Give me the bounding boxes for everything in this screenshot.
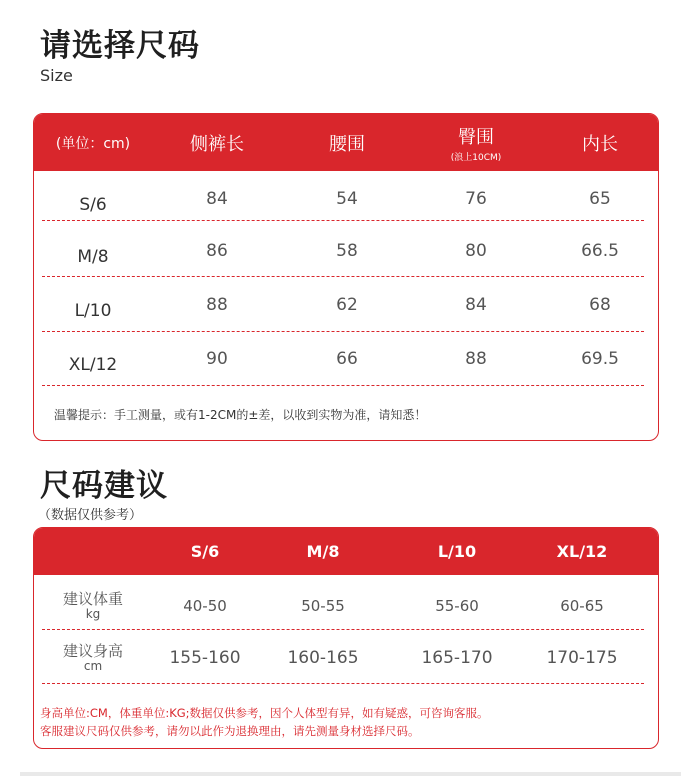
size-chart-subtitle: Size bbox=[40, 66, 73, 85]
row-value: 54 bbox=[336, 189, 358, 209]
header-unit: (单位：cm) bbox=[55, 135, 131, 152]
row-divider bbox=[42, 385, 644, 386]
row-value: 90 bbox=[206, 349, 228, 369]
measurement-note: 温馨提示：手工测量，或有1-2CM的±差，以收到实物为准，请知悉！ bbox=[54, 408, 427, 422]
table-row bbox=[34, 282, 658, 328]
row-value: 155-160 bbox=[169, 648, 241, 668]
header-size-l: L/10 bbox=[437, 542, 477, 561]
advice-note-1: 身高单位:CM，体重单位:KG;数据仅供参考，因个人体型有异，如有疑惑，可咨询客服。 bbox=[40, 706, 489, 720]
header-col-hip: 臀围 (浪上10CM) bbox=[450, 126, 502, 163]
row-value: 76 bbox=[465, 189, 487, 209]
size-advice-table bbox=[33, 527, 659, 749]
row-value: 40-50 bbox=[183, 597, 227, 615]
row-value: 60-65 bbox=[560, 597, 604, 615]
row-label-height: 建议身高 cm bbox=[62, 641, 123, 673]
table-row bbox=[34, 636, 658, 680]
row-value: 68 bbox=[589, 295, 611, 315]
row-value: 84 bbox=[206, 189, 228, 209]
row-value: 84 bbox=[465, 295, 487, 315]
size-advice-title: 尺码建议 bbox=[40, 468, 168, 504]
table-row bbox=[34, 228, 658, 274]
row-size: XL/12 bbox=[68, 355, 118, 375]
table-row bbox=[34, 336, 658, 382]
header-size-xl: XL/12 bbox=[556, 542, 608, 561]
row-value: 170-175 bbox=[546, 648, 618, 668]
size-chart-header bbox=[34, 114, 658, 171]
row-size: M/8 bbox=[77, 247, 109, 267]
row-value: 62 bbox=[336, 295, 358, 315]
row-label-weight: 建议体重 kg bbox=[62, 589, 123, 621]
row-divider bbox=[42, 331, 644, 332]
row-value: 86 bbox=[206, 241, 228, 261]
row-value: 160-165 bbox=[287, 648, 359, 668]
bottom-border bbox=[20, 772, 681, 776]
row-value: 55-60 bbox=[435, 597, 479, 615]
row-value: 58 bbox=[336, 241, 358, 261]
row-divider bbox=[42, 220, 644, 221]
row-size: S/6 bbox=[79, 195, 107, 215]
header-col-inseam: 内长 bbox=[582, 133, 618, 155]
header-size-s: S/6 bbox=[190, 542, 220, 561]
row-divider bbox=[42, 683, 644, 684]
row-value: 88 bbox=[465, 349, 487, 369]
header-col-waist: 腰围 bbox=[329, 133, 365, 155]
row-divider bbox=[42, 629, 644, 630]
advice-note-2: 客服建议尺码仅供参考，请勿以此作为退换理由，请先测量身材选择尺码。 bbox=[40, 724, 420, 738]
header-size-m: M/8 bbox=[306, 542, 340, 561]
size-advice-subtitle: （数据仅供参考） bbox=[38, 508, 143, 523]
row-size: L/10 bbox=[74, 301, 112, 321]
row-value: 165-170 bbox=[421, 648, 493, 668]
row-value: 80 bbox=[465, 241, 487, 261]
row-value: 88 bbox=[206, 295, 228, 315]
header-col-outseam: 侧裤长 bbox=[190, 133, 244, 155]
size-chart-table bbox=[33, 113, 659, 441]
table-row bbox=[34, 584, 658, 628]
row-value: 50-55 bbox=[301, 597, 345, 615]
row-value: 65 bbox=[589, 189, 611, 209]
row-divider bbox=[42, 276, 644, 277]
row-value: 69.5 bbox=[581, 349, 619, 369]
row-value: 66.5 bbox=[581, 241, 619, 261]
table-row bbox=[34, 176, 658, 222]
size-advice-header bbox=[34, 528, 658, 575]
size-chart-title: 请选择尺码 bbox=[40, 28, 200, 64]
row-value: 66 bbox=[336, 349, 358, 369]
